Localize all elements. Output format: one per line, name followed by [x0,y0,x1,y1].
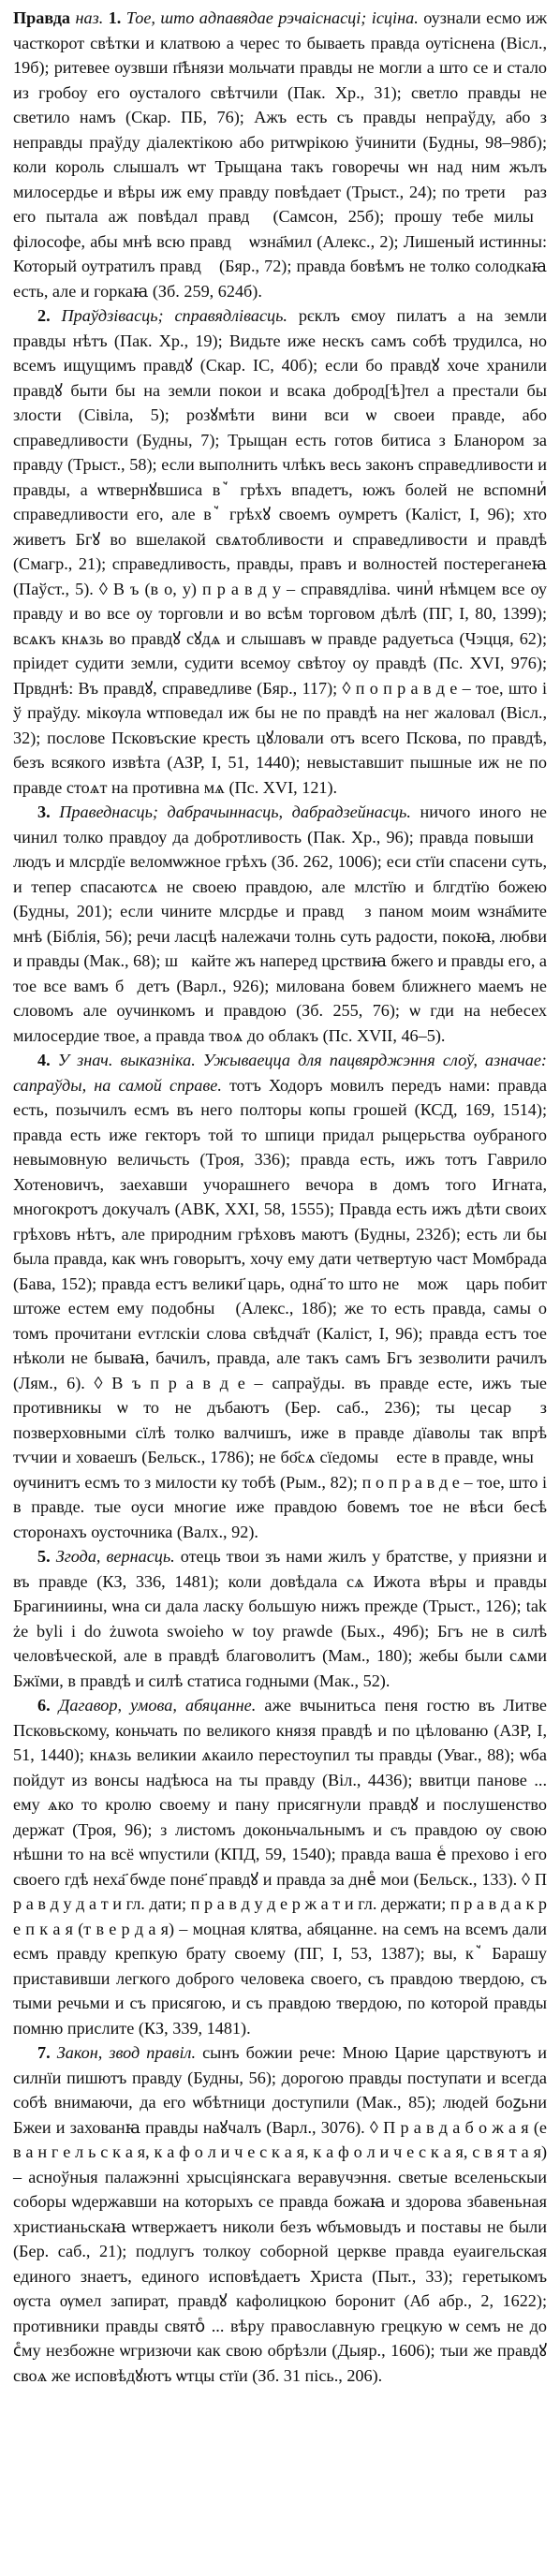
sense-number: 1. [108,8,122,27]
sense-7 [13,2040,547,2388]
sense-number: 4. [37,1051,51,1069]
sense-text: тотъ Ходоръ мовилъ передъ нами: правда есть, позычилъ есмъ въ него полторы копы грошей (КСД, 169, 1514); правда есть иже гекторъ той то шпици придал рыцерьства оубраного невымовную величьсть (Троя, 336); правда есть, ижъ тотъ Гаврило Хотеновичъ, заехавши учорашнего вечора в домъ того Игната, многокротъ докучалъ (АВК, XXI, 58, 1555); Правда есть ижъ дѣти своих грѣховъ нѣтъ, але природним грѣховъ маютъ (Будны, 232б); есть ли бы была правда, как ѡнъ говорытъ, хочу ему дати четвертую част Момбрада (Бава, 152); правда естъ велики҃ царь, одна҃ то што неⷮ можꙋ царь побит штоже естем ему подобныⷩ (Алекс., 18б); же то есть правда, самы о томъ прочитани еѵглскіи слова свѣдча҃т (Каліст, І, 96); правда естъ тое нѣколи не бываꙗ, бачилъ, правда, але такъ самъ Бгъ зезволити рачилъ (Лям., 6). ◊ В ъ п р а в д е – сапраўды. въ правде есте, ижъ тые противникы ѡ то не дъбаютъ (Бер. саб., 236); ты цесарꙋ з позверховными сїлѣ толко валчишъ, иже в правде дїаволы так впрѣ тѵчии и ховаешъ (Бельск., 1786); не бо҃сѧ сїедомыⷡ есте в правде, ѡныⷡ ѹчинитъ есмъ то з милости ку тобѣ (Рым., 82); п о п р а в д е – тое, што і в правде. тые оуси многие иже правдою бовемъ тое не вѣси бесѣ сторонахъ оусточника (Валх., 92). [13,1075,548,1541]
sense-text: аже вчынитьса пеня гостю въ Литве Псковьскому, коньчать по великого князя правдѣ и по цѣлованю (АЗР, І, 51, 1440); кнѧзь великии ѧкаило перестоупил ты правды (Уваr., 88); ѡба пойдут из вонсы надѣюса на ты правду (Віл., 4436); ввитци панове ... ему ѧко то кролю своему и пану присягнули правдꙋ и послушенство держат (Троя, 96); з листомъ доконьчальнымъ и съ правдою оу свою нѣшни то на всё ѡпустили (КПД, 59, 1540); правда ваша еⷭ прехово і его своего гдѣ неха҃ бѡде поне҃ правдꙋ и правда за днеⷷ мои (Бельск., 133). ◊ П р а в д у д а т и гл. дати; п р а в д у д е р ж а т и гл. держати; п р а в д а к р е п к а я (т в е р д а я) – моцная клятва, абяцанне. на семъ на всемъ дали есмъ правду крепкую брату своему (ПГ, І, 53, 1387); вы, кꙿ Барашу приставивши легкого доброго человека своего, съ правдою твердою, съ тыми речьми и съ присягою, и съ правдою твердою, по которой правды помню прислите (КЗ, 339, 1481). [13,1696,548,2038]
sense-definition: У знач. выказніка. Ужываецца для пацвярджэння слоў, азначае: сапраўды, на самой справе. [13,1051,547,1095]
sense-definition: Згода, вернасць. [55,1547,175,1566]
sense-number: 7. [37,2043,51,2062]
sense-number: 5. [37,1547,51,1566]
sense-number: 2. [37,306,51,325]
sense-text: отець твои зъ нами жилъ у братстве, у приязни и въ правде (КЗ, 336, 1481); коли довѣдала сѧ Ижота вѣры и правды Брагиниины, ѡна си дала ласку большую нижъ прежде (Трыст., 126); tak że byli i do żuwota swoieho w toy prawde (Бых., 49б); Бгъ не в силѣ человѣческой, але в правдѣ благоволитъ (Мам., 180); жебы были сѧми Бжїми, в правдѣ и силѣ статиса годными (Мак., 52). [13,1547,548,1690]
sense-definition: Праўдзівасць; справядлівасць. [61,306,287,325]
sense-definition: Праведнасць; дабрачыннасць, дабрадзейнасць. [59,802,411,821]
sense-text: ничого иного не чинил толко правдоу да добротливость (Пак. Хр., 96); правда повышиⷮ людъ и млсрдїе веломѡжное грѣхъ (Зб. 262, 1006); еси стїи спасени суть, и тепер спасаютсѧ не своею правдою, але млстїю и блгдтїю божею (Будны, 201); если чините млсрдье и правдꙋ з паном моим ѡзна҃мите мнѣ (Біблія, 56); речи ласцѣ належачи толнь суть радости, покоꙗ, любви и правды (Мак., 68); шꙋкайте жъ наперед црствиꙗ бжего и правды его, а тое все вамъ бꙋдетъ (Варл., 926); милована бовем ближнего маемъ не словомъ але оучинкомъ и правдою (Зб. 255, 76); ѡ гди на небесех милосердие твое, а правда твоѧ до облакъ (Пс. XVII, 46–5). [13,802,548,1045]
sense-text: рєклъ ємоу пилатъ а на земли правды нѣтъ (Пак. Хр., 19); Видьте иже нескъ самъ собѣ трудилса, но всемъ ищущимъ правдꙋ (Скар. ІС, 40б); если бо правдꙋ хоче хранили правдꙋ быти бы на земли покои и всака доброд[ѣ]тел а престали бы злости (Сівіла, 5); розꙋмѣти вини вси ѡ своеи правде, або справедливости (Будны, 7); Трыщан есть готов битиса з Бланором за правду (Трыст., 58); если выполнить члѣкъ весь законъ справедливости и правды, а ѡтвернꙋвшиса вꙿ грѣхъ впадетъ, южъ болей не вспомниⷮ справедливости его, але вꙿ грѣхꙋ своемъ оумретъ (Каліст, І, 96); хто живетъ Бгꙋ во вшелакой свѧтобливости и справедливости и правдѣ (Смагр., 21); справедливость, правды, правъ и волностей постереганеꙗ (Паўст., 5). ◊ В ъ (в о, у) п р а в д у – справядліва. чиниⷮ нѣмцем все оу правду и во все оу торговли и во всѣм торговом дѣлѣ (ПГ, І, 80, 1399); всѧкъ кнѧзь во правдꙋ сꙋдѧ и слышавъ ѡ правде радуетьса (Чэцця, 62); пріидет судити земли, судити всемоу свѣтоу оу правдѣ (Пс. XVI, 976); Првднѣ: Въ правдꙋ, справедливе (Бяр., 117); ◊ п о п р а в д е – тое, што і ў праўду. мікѹла ѡтповедал иж бы не по правдѣ на нег жаловал (Вісл., 32); послове Псковъские кресть цꙋловали отъ всего Пскова, по правдѣ, безъ всякого извѣта (АЗР, І, 51, 1440); невыставшит пышные иж не по правде стоѧт на противна мѧ (Пс. XVI, 121). [13,306,548,797]
sense-2 [13,303,547,800]
sense-1 [13,6,547,303]
sense-number: 6. [37,1696,51,1715]
headword: Правда [13,8,71,27]
grammar-label: наз. [75,8,104,27]
sense-text: сынъ божии рече: Мною Царие царствуютъ и силнїи пишютъ правду (Будны, 56); дорогою правды поступати и всегда собѣ внимаючи, да его ѡбѣтници доступили (Мак., 85); людей боꙁьни Бжеи и захованꙗ правды наꙋчалъ (Варл., 3076). ◊ П р а в д а б о ж а я (е в а н г е л ь с к а я, к а ф о л и ч е с к а я, к а ф о л и ч е с к а я, с в я т а я) – асноўныя палажэнні хрысціянскага веравучэння. светые вселеньскыи соборы ѡдержавши на которыхъ се правда божаꙗ и здорова збавеньная христианьскаꙗ ѡтвержаетъ николи безъ ѡбъмовыдъ и поставы не были (Бер. саб., 21); подлугъ толкоу соборной церкве правда еуаигельская единого знаетъ, единого исповѣдаетъ Христа (Пыт., 33); геретыкомъ ѹста ѹмел запират, правдꙋ кафолицкою боронит (Аб абр., 2, 1622); противники правды святоⷷ ... вѣру православную грецкую ѡ семъ не до сⷷму незбожне ѡгризючи как свою обрѣзли (Дыяр., 1606); тыи же правдꙋ своѧ же исповѣдꙋютъ ѡтцы стїи (Зб. 31 пісь., 206). [13,2043,548,2385]
sense-definition: Закон, звод правіл. [56,2043,196,2062]
sense-6 [13,1693,547,2040]
sense-3 [13,800,547,1048]
sense-4 [13,1048,547,1544]
sense-text: оузнали есмо иж часткорот свѣтки и клатвою а черес то бываеть правда оутіснена (Вісл., 19б); ритевее оузвши п҃ѣнязи мольчати правды не могли а што се и стало из гробоу его оусталого свѣтчили (Пак. Хр., 31); светло правды не светило намъ (Скар. ПБ, 76); Ажъ есть съ правды непраўду, або з неправды праўду діалектікою або ритѡрікою ўчинити (Будны, 98–98б); коли король слышалъ ѡт Трыщана такъ говоречы ѡн над ним жълъ милосердье и вѣры иж ему правду повѣдает (Трыст., 24); по третиⷪ раз его пытала аж повѣдал правдꙋ (Самсон, 25б); прошу тебе милыⷪ філософе, абы мнѣ всю правдꙋ ѡзна҃мил (Алекс., 2); Лишеный истинны: Который оутратилъ правдꙋ (Бяр., 72); правда бовѣмъ не толко солодкаꙗ есть, але и горкаꙗ (Зб. 259, 624б). [13,8,548,301]
sense-definition: Дагавор, умова, абяцанне. [58,1696,257,1715]
sense-number: 3. [37,802,51,821]
sense-definition: Тое, што адпавядае рэчаіснасці; ісціна. [125,8,419,27]
sense-5 [13,1544,547,1693]
